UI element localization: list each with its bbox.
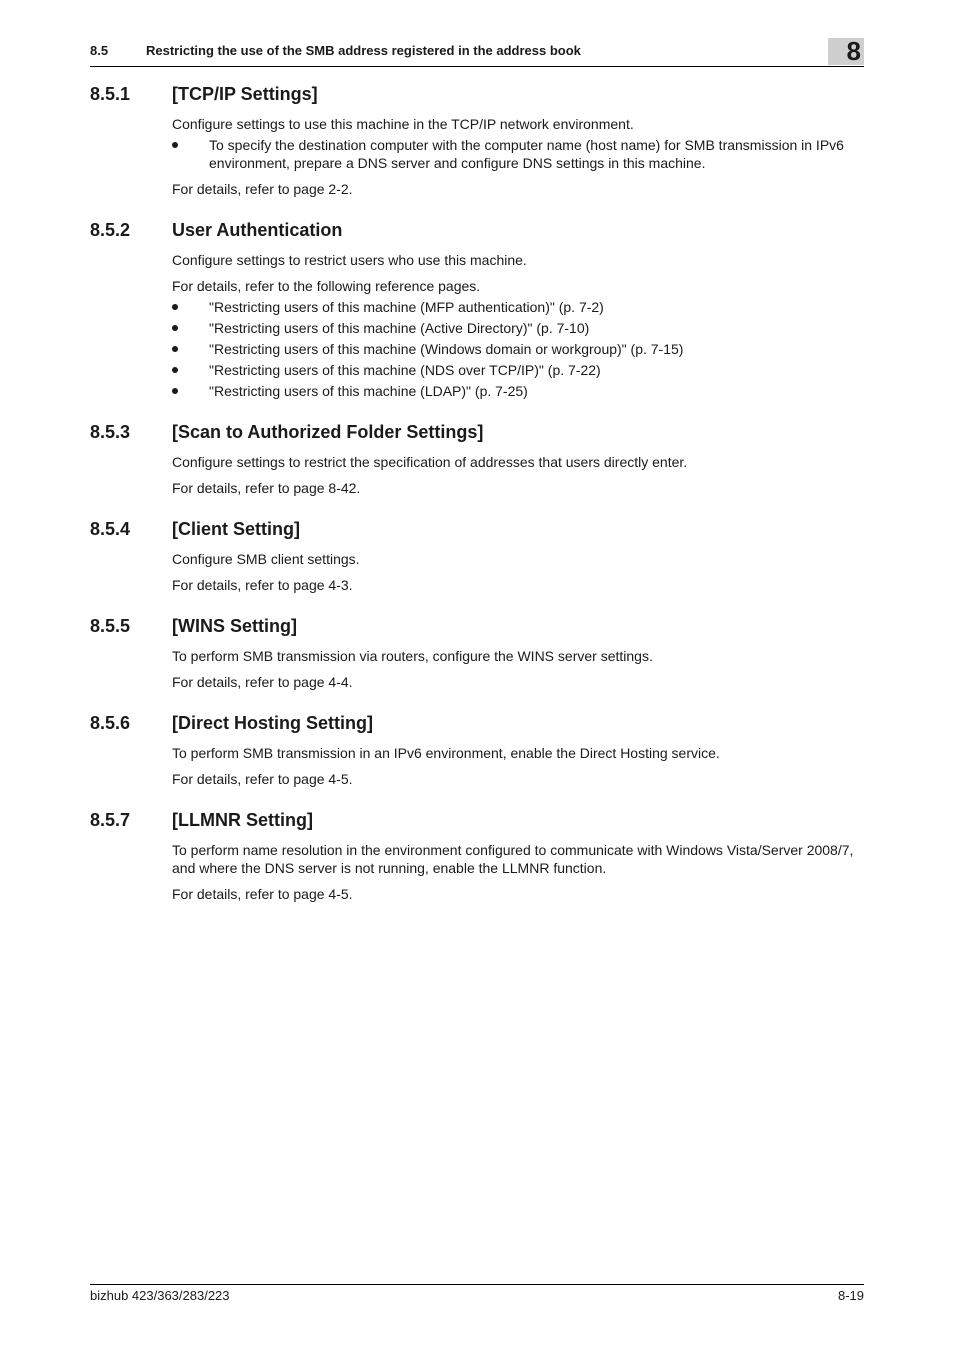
section-title: [WINS Setting]: [172, 616, 297, 636]
bullet-icon: [172, 325, 178, 331]
section-title: [LLMNR Setting]: [172, 810, 313, 830]
section-number: 8.5.1: [90, 84, 131, 104]
section-details: For details, refer to the following reference pages.: [172, 278, 481, 294]
list-item: "Restricting users of this machine (NDS over TCP/IP)" (p. 7-22): [172, 361, 864, 379]
page-number: 8-19: [837, 1288, 864, 1303]
section-intro: Configure SMB client settings.: [172, 551, 360, 567]
section-llmnr-setting: [90, 810, 864, 903]
bullet-icon: [172, 367, 178, 373]
header-title: Restricting the use of the SMB address registered in the address book: [146, 43, 581, 58]
list-item: "Restricting users of this machine (MFP authentication)" (p. 7-2): [172, 298, 864, 316]
section-number: 8.5.7: [90, 810, 131, 830]
list-item: To specify the destination computer with the computer name (host name) for SMB transmission in IPv6 environment, prepare a DNS server and configure DNS settings in this machine.: [172, 136, 864, 172]
section-number: 8.5.4: [90, 519, 131, 539]
section-user-authentication: [90, 220, 864, 400]
section-title: [Direct Hosting Setting]: [172, 713, 373, 733]
list-item: "Restricting users of this machine (Windows domain or workgroup)" (p. 7-15): [172, 340, 864, 358]
running-header: [90, 38, 864, 67]
section-client-setting: [90, 519, 864, 594]
section-details: For details, refer to page 4-3.: [172, 577, 353, 593]
section-scan-to-authorized-folder: [90, 422, 864, 497]
bullet-icon: [172, 388, 178, 394]
list-item: "Restricting users of this machine (LDAP)" (p. 7-25): [172, 382, 864, 400]
section-intro: To perform name resolution in the environment configured to communicate with Windows Vista/Server 2008/7, and where the DNS server is not running, enable the LLMNR function.: [172, 842, 854, 876]
section-title: [TCP/IP Settings]: [172, 84, 318, 104]
section-details: For details, refer to page 4-5.: [172, 886, 353, 902]
bullet-icon: [172, 142, 178, 148]
section-details: For details, refer to page 4-5.: [172, 771, 353, 787]
section-details: For details, refer to page 4-4.: [172, 674, 353, 690]
section-title: User Authentication: [172, 220, 343, 240]
section-intro: Configure settings to restrict the specification of addresses that users directly enter.: [172, 454, 688, 470]
section-details: For details, refer to page 2-2.: [172, 181, 353, 197]
section-intro: Configure settings to use this machine in the TCP/IP network environment.: [172, 116, 634, 132]
list-item: "Restricting users of this machine (Active Directory)" (p. 7-10): [172, 319, 864, 337]
section-intro: To perform SMB transmission in an IPv6 environment, enable the Direct Hosting service.: [172, 745, 720, 761]
reference-list: [172, 298, 864, 400]
section-number: 8.5.2: [90, 220, 131, 240]
section-tcpip-settings: [90, 84, 864, 198]
bullet-icon: [172, 304, 178, 310]
bullet-list: [172, 136, 864, 172]
section-intro: Configure settings to restrict users who use this machine.: [172, 252, 527, 268]
page-footer: [90, 1284, 864, 1303]
header-section-number: 8.5: [90, 43, 109, 58]
section-number: 8.5.5: [90, 616, 131, 636]
chapter-badge: 8: [828, 38, 864, 65]
section-number: 8.5.6: [90, 713, 131, 733]
section-title: [Client Setting]: [172, 519, 300, 539]
page-content: [90, 84, 864, 925]
section-wins-setting: [90, 616, 864, 691]
section-intro: To perform SMB transmission via routers, configure the WINS server settings.: [172, 648, 653, 664]
section-details: For details, refer to page 8-42.: [172, 480, 361, 496]
section-number: 8.5.3: [90, 422, 131, 442]
section-title: [Scan to Authorized Folder Settings]: [172, 422, 484, 442]
footer-model: bizhub 423/363/283/223: [90, 1288, 230, 1303]
bullet-icon: [172, 346, 178, 352]
section-direct-hosting-setting: [90, 713, 864, 788]
